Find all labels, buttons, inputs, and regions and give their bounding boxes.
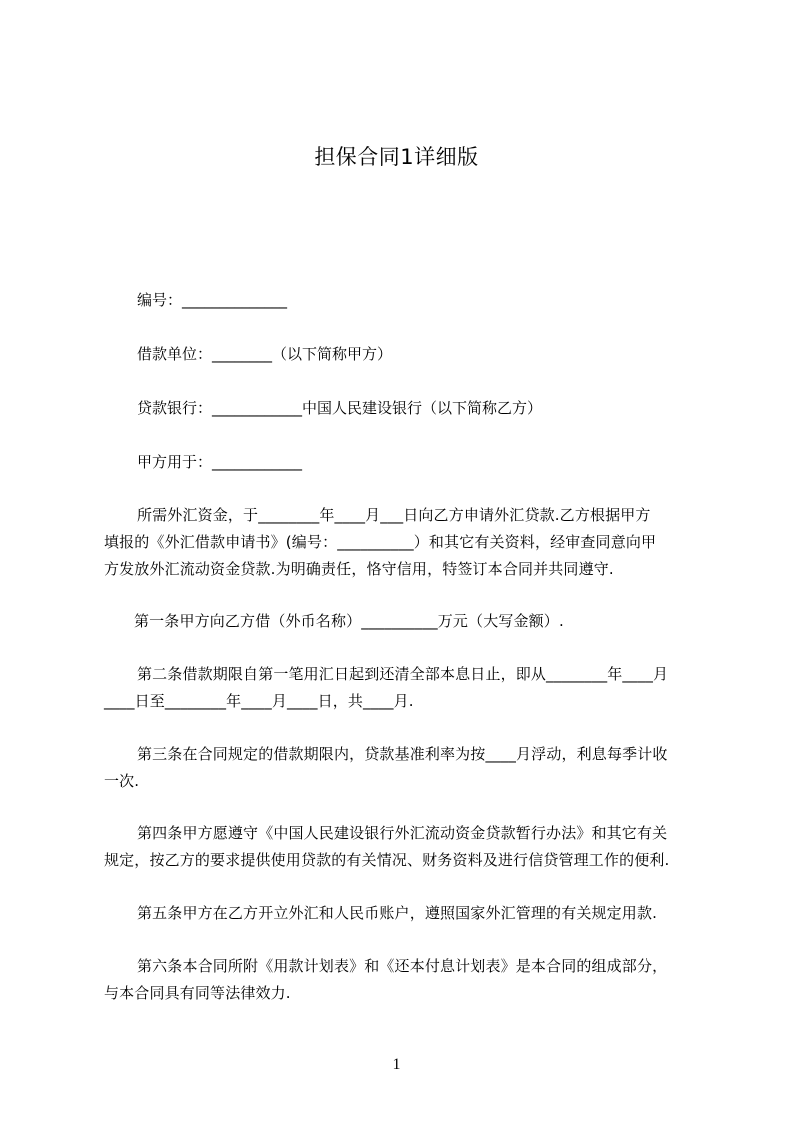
article-5 <box>104 900 704 927</box>
article-3 <box>104 741 704 795</box>
paragraph-line: 与本合同具有同等法律效力. <box>104 984 291 1002</box>
paragraph-line: 规定，按乙方的要求提供使用贷款的有关情况、财务资料及进行信贷管理工作的便利. <box>104 851 670 869</box>
field-borrower: 借款单位：________（以下简称甲方） <box>137 345 393 363</box>
page-number: 1 <box>392 1056 401 1073</box>
article-1 <box>104 608 704 635</box>
paragraph-line: 方发放外汇流动资金贷款.为明确责任，恪守信用，特签订本合同并共同遵守. <box>104 560 614 578</box>
paragraph-line: 所需外汇资金，于________年____月___日向乙方申请外汇贷款.乙方根据甲方 <box>137 506 651 524</box>
paragraph-line: 第六条本合同所附《用款计划表》和《还本付息计划表》是本合同的组成部分， <box>137 957 668 975</box>
article-6 <box>104 953 704 1007</box>
field-contract-number: 编号：______________ <box>137 291 288 309</box>
field-purpose: 甲方用于：____________ <box>137 453 303 471</box>
paragraph-line: 填报的《外汇借款申请书》(编号：__________）和其它有关资料，经审查同意向甲 <box>104 533 657 551</box>
paragraph-line: 第二条借款期限自第一笔用汇日起到还清全部本息日止，即从________年____月 <box>137 665 669 683</box>
paragraph-line: 第一条甲方向乙方借（外币名称）__________万元（大写金额）. <box>134 612 564 630</box>
paragraph-application <box>104 502 704 583</box>
paragraph-line: 第四条甲方愿遵守《中国人民建设银行外汇流动资金贷款暂行办法》和其它有关 <box>137 824 668 842</box>
document-title: 担保合同1详细版 <box>314 145 479 169</box>
paragraph-line: 一次. <box>104 772 140 790</box>
article-2 <box>104 661 704 715</box>
paragraph-line: ____日至________年____月____日，共____月. <box>104 692 414 710</box>
paragraph-line: 第三条在合同规定的借款期限内，贷款基准利率为按____月浮动，利息每季计收 <box>137 745 668 763</box>
field-lending-bank: 贷款银行：____________中国人民建设银行（以下简称乙方） <box>137 399 543 417</box>
article-4 <box>104 820 704 874</box>
paragraph-line: 第五条甲方在乙方开立外汇和人民币账户，遵照国家外汇管理的有关规定用款. <box>137 904 658 922</box>
